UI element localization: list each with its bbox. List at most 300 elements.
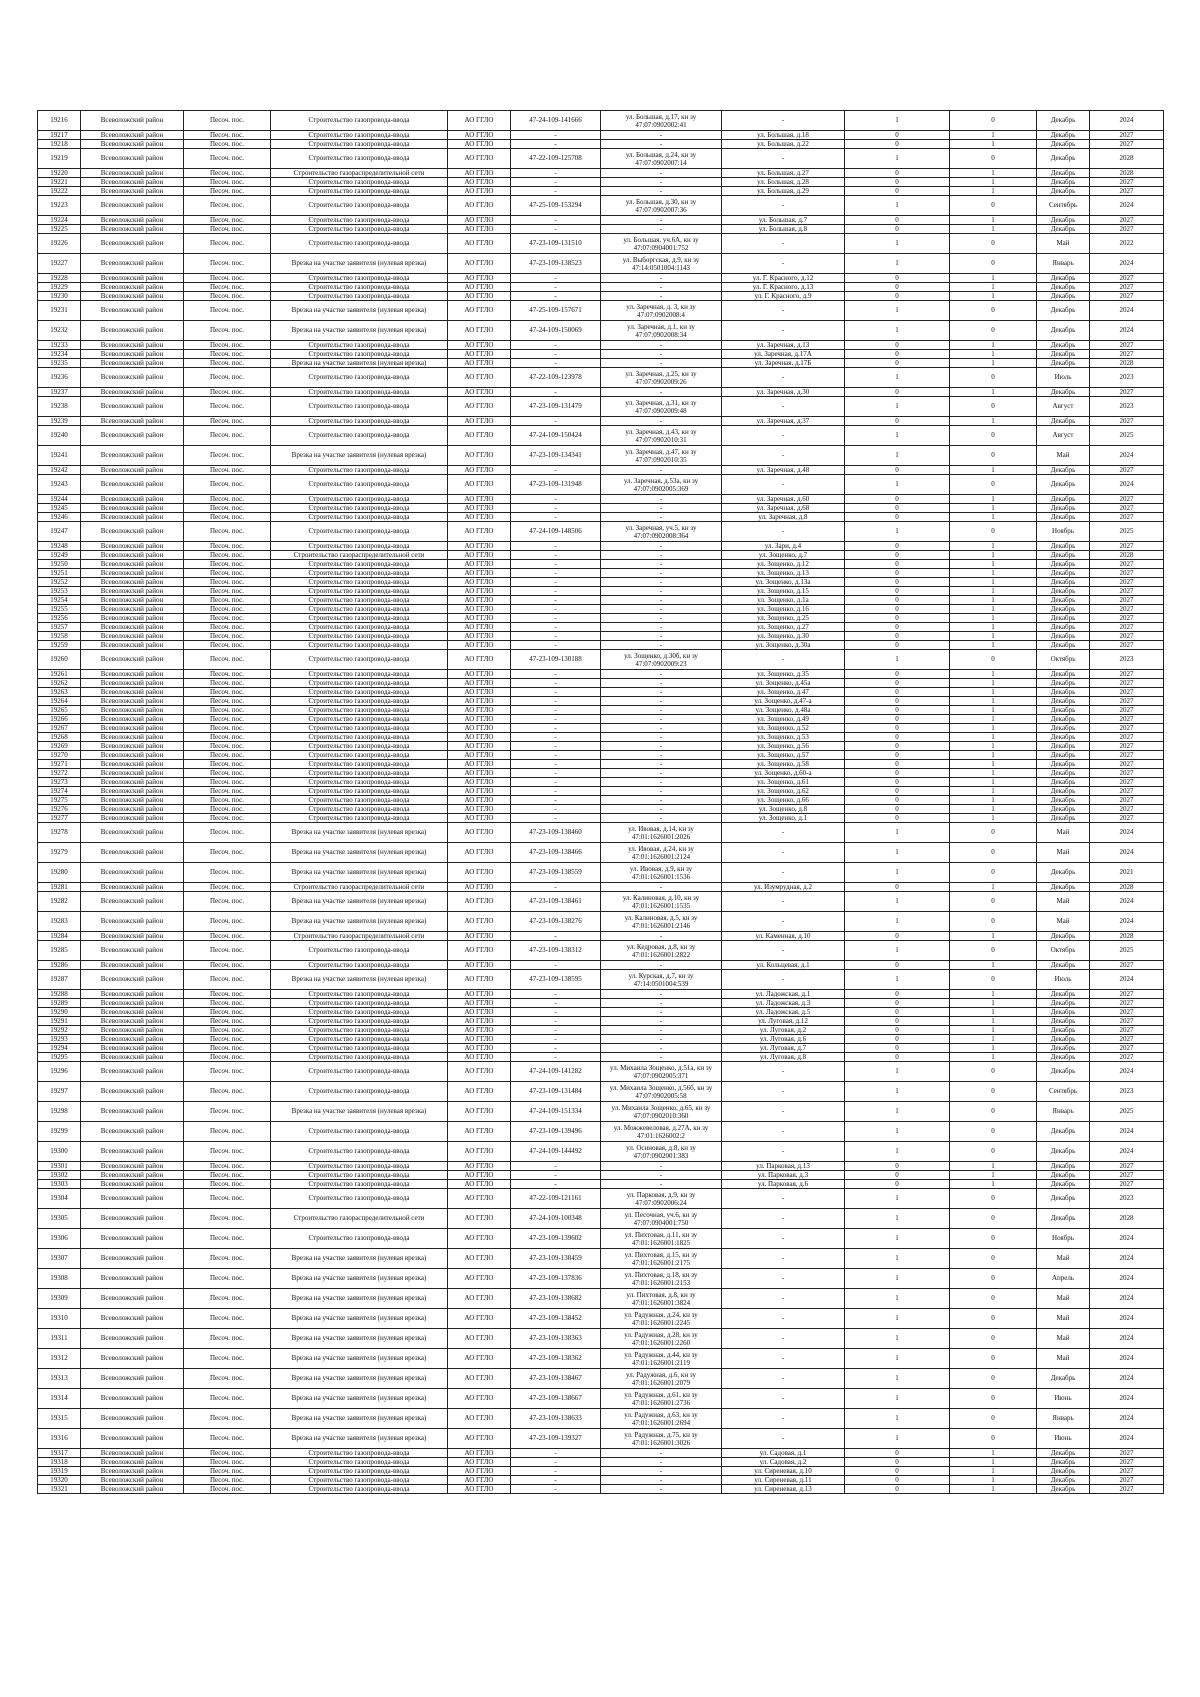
table-row: [38, 368, 1164, 388]
row-number: 19228: [38, 274, 81, 283]
plan-count-b-cell: 1: [950, 1476, 1037, 1485]
organization-cell: АО ГГЛО: [448, 1008, 511, 1017]
table-row: [38, 140, 1164, 149]
application-code-cell: -: [511, 1458, 601, 1467]
settlement-cell: Песоч. пос.: [184, 178, 271, 187]
district-cell: Всеволожский район: [81, 1476, 184, 1485]
plan-count-b-cell: 0: [950, 823, 1037, 843]
row-number: 19216: [38, 111, 81, 131]
district-cell: Всеволожский район: [81, 446, 184, 466]
table-row: [38, 551, 1164, 560]
plan-count-a-cell: 0: [845, 216, 950, 225]
district-cell: Всеволожский район: [81, 1008, 184, 1017]
work-type-cell: Строительство газопровода-ввода: [271, 292, 448, 301]
table-row: [38, 475, 1164, 495]
cadastral-address-cell: -: [601, 670, 722, 679]
month-cell: Май: [1037, 1309, 1090, 1329]
year-cell: 2024: [1090, 321, 1164, 341]
work-type-cell: Строительство газопровода-ввода: [271, 990, 448, 999]
cadastral-address-cell: ул. Михаила Зощенко, д.51а, кн зу 47:07:0902005:371: [601, 1062, 722, 1082]
plan-count-a-cell: 1: [845, 941, 950, 961]
plan-count-a-cell: 1: [845, 234, 950, 254]
table-row: [38, 216, 1164, 225]
plan-count-b-cell: 1: [950, 751, 1037, 760]
year-cell: 2024: [1090, 1409, 1164, 1429]
month-cell: Июнь: [1037, 1389, 1090, 1409]
cadastral-address-cell: ул. Заречная, д.43, кн зу 47:07:0902010:31: [601, 426, 722, 446]
month-cell: Декабрь: [1037, 225, 1090, 234]
application-code-cell: -: [511, 466, 601, 475]
cadastral-address-cell: -: [601, 587, 722, 596]
table-row: [38, 1180, 1164, 1189]
work-type-cell: Строительство газопровода-ввода: [271, 1142, 448, 1162]
cadastral-address-cell: ул. Радужная, д.6, кн зу 47:01:1626001:2079: [601, 1369, 722, 1389]
row-number: 19315: [38, 1409, 81, 1429]
settlement-cell: Песоч. пос.: [184, 560, 271, 569]
cadastral-address-cell: -: [601, 1458, 722, 1467]
application-code-cell: 47-23-109-138667: [511, 1389, 601, 1409]
cadastral-address-cell: -: [601, 787, 722, 796]
application-code-cell: 47-23-109-131948: [511, 475, 601, 495]
row-number: 19265: [38, 706, 81, 715]
table-row: [38, 131, 1164, 140]
district-cell: Всеволожский район: [81, 1062, 184, 1082]
application-code-cell: -: [511, 1449, 601, 1458]
row-number: 19246: [38, 513, 81, 522]
plan-count-a-cell: 1: [845, 1249, 950, 1269]
year-cell: 2024: [1090, 1142, 1164, 1162]
organization-cell: АО ГГЛО: [448, 196, 511, 216]
organization-cell: АО ГГЛО: [448, 650, 511, 670]
plan-count-a-cell: 0: [845, 990, 950, 999]
district-cell: Всеволожский район: [81, 614, 184, 623]
district-cell: Всеволожский район: [81, 216, 184, 225]
month-cell: Август: [1037, 426, 1090, 446]
settlement-cell: Песоч. пос.: [184, 706, 271, 715]
row-number: 19317: [38, 1449, 81, 1458]
month-cell: Май: [1037, 823, 1090, 843]
address-cell: ул. Зощенко, д.52: [722, 724, 845, 733]
plan-count-b-cell: 1: [950, 623, 1037, 632]
work-type-cell: Строительство газопровода-ввода: [271, 1485, 448, 1494]
plan-count-b-cell: 0: [950, 446, 1037, 466]
row-number: 19223: [38, 196, 81, 216]
month-cell: Декабрь: [1037, 1171, 1090, 1180]
district-cell: Всеволожский район: [81, 1449, 184, 1458]
settlement-cell: Песоч. пос.: [184, 892, 271, 912]
row-number: 19257: [38, 623, 81, 632]
month-cell: Апрель: [1037, 1269, 1090, 1289]
plan-count-a-cell: 0: [845, 1026, 950, 1035]
row-number: 19301: [38, 1162, 81, 1171]
settlement-cell: Песоч. пос.: [184, 504, 271, 513]
year-cell: 2027: [1090, 1180, 1164, 1189]
month-cell: Декабрь: [1037, 321, 1090, 341]
row-number: 19298: [38, 1102, 81, 1122]
settlement-cell: Песоч. пос.: [184, 1349, 271, 1369]
year-cell: 2028: [1090, 169, 1164, 178]
work-type-cell: Строительство газопровода-ввода: [271, 697, 448, 706]
plan-count-b-cell: 0: [950, 843, 1037, 863]
row-number: 19254: [38, 596, 81, 605]
year-cell: 2027: [1090, 292, 1164, 301]
application-code-cell: 47-23-109-138312: [511, 941, 601, 961]
application-code-cell: 47-23-109-131510: [511, 234, 601, 254]
plan-count-b-cell: 1: [950, 542, 1037, 551]
work-type-cell: Врезка на участке заявителя (нулевая врезка): [271, 970, 448, 990]
organization-cell: АО ГГЛО: [448, 632, 511, 641]
month-cell: Декабрь: [1037, 569, 1090, 578]
organization-cell: АО ГГЛО: [448, 605, 511, 614]
application-code-cell: 47-25-109-157671: [511, 301, 601, 321]
district-cell: Всеволожский район: [81, 140, 184, 149]
address-cell: -: [722, 1349, 845, 1369]
work-type-cell: Врезка на участке заявителя (нулевая врезка): [271, 1329, 448, 1349]
year-cell: 2024: [1090, 843, 1164, 863]
cadastral-address-cell: -: [601, 883, 722, 892]
year-cell: 2027: [1090, 623, 1164, 632]
cadastral-address-cell: -: [601, 605, 722, 614]
settlement-cell: Песоч. пос.: [184, 466, 271, 475]
address-cell: ул. Зощенко, д.62: [722, 787, 845, 796]
month-cell: Декабрь: [1037, 641, 1090, 650]
district-cell: Всеволожский район: [81, 814, 184, 823]
district-cell: Всеволожский район: [81, 1082, 184, 1102]
address-cell: -: [722, 1269, 845, 1289]
work-type-cell: Строительство газопровода-ввода: [271, 1476, 448, 1485]
row-number: 19233: [38, 341, 81, 350]
settlement-cell: Песоч. пос.: [184, 1289, 271, 1309]
cadastral-address-cell: -: [601, 697, 722, 706]
organization-cell: АО ГГЛО: [448, 1062, 511, 1082]
address-cell: ул. Зощенко, д.48а: [722, 706, 845, 715]
year-cell: 2024: [1090, 254, 1164, 274]
district-cell: Всеволожский район: [81, 1369, 184, 1389]
organization-cell: АО ГГЛО: [448, 569, 511, 578]
address-cell: -: [722, 321, 845, 341]
row-number: 19302: [38, 1171, 81, 1180]
plan-count-a-cell: 0: [845, 513, 950, 522]
settlement-cell: Песоч. пос.: [184, 1329, 271, 1349]
plan-count-a-cell: 0: [845, 769, 950, 778]
cadastral-address-cell: -: [601, 1008, 722, 1017]
month-cell: Май: [1037, 1249, 1090, 1269]
organization-cell: АО ГГЛО: [448, 140, 511, 149]
settlement-cell: Песоч. пос.: [184, 1209, 271, 1229]
plan-count-a-cell: 0: [845, 359, 950, 368]
cadastral-address-cell: ул. Большая, д.24, кн зу 47:07:0902007:14: [601, 149, 722, 169]
address-cell: ул. Луговая, д.7: [722, 1044, 845, 1053]
year-cell: 2027: [1090, 283, 1164, 292]
work-type-cell: Строительство газопровода-ввода: [271, 670, 448, 679]
plan-count-a-cell: 1: [845, 912, 950, 932]
work-type-cell: Строительство газопровода-ввода: [271, 1017, 448, 1026]
year-cell: 2027: [1090, 1053, 1164, 1062]
row-number: 19291: [38, 1017, 81, 1026]
month-cell: Декабрь: [1037, 578, 1090, 587]
plan-count-a-cell: 0: [845, 1035, 950, 1044]
plan-count-a-cell: 0: [845, 350, 950, 359]
settlement-cell: Песоч. пос.: [184, 999, 271, 1008]
district-cell: Всеволожский район: [81, 623, 184, 632]
plan-count-b-cell: 0: [950, 234, 1037, 254]
cadastral-address-cell: ул. Заречная, уч.5, кн зу 47:07:0902008:364: [601, 522, 722, 542]
settlement-cell: Песоч. пос.: [184, 1249, 271, 1269]
cadastral-address-cell: ул. Радужная, д.63, кн зу 47:01:1626001:2694: [601, 1409, 722, 1429]
settlement-cell: Песоч. пос.: [184, 961, 271, 970]
work-type-cell: Строительство газопровода-ввода: [271, 1122, 448, 1142]
application-code-cell: -: [511, 417, 601, 426]
month-cell: Декабрь: [1037, 623, 1090, 632]
cadastral-address-cell: ул. Радужная, д.24, кн зу 47:01:1626001:2245: [601, 1309, 722, 1329]
address-cell: ул. Каменная, д.10: [722, 932, 845, 941]
plan-count-b-cell: 1: [950, 131, 1037, 140]
year-cell: 2027: [1090, 350, 1164, 359]
cadastral-address-cell: -: [601, 632, 722, 641]
application-code-cell: 47-23-109-131484: [511, 1082, 601, 1102]
plan-count-a-cell: 0: [845, 1180, 950, 1189]
address-cell: -: [722, 397, 845, 417]
district-cell: Всеволожский район: [81, 778, 184, 787]
district-cell: Всеволожский район: [81, 892, 184, 912]
plan-count-b-cell: 0: [950, 1082, 1037, 1102]
plan-count-a-cell: 0: [845, 760, 950, 769]
month-cell: Декабрь: [1037, 149, 1090, 169]
plan-count-b-cell: 1: [950, 187, 1037, 196]
year-cell: 2027: [1090, 605, 1164, 614]
work-type-cell: Строительство газопровода-ввода: [271, 941, 448, 961]
application-code-cell: -: [511, 614, 601, 623]
table-row: [38, 560, 1164, 569]
settlement-cell: Песоч. пос.: [184, 932, 271, 941]
month-cell: Декабрь: [1037, 417, 1090, 426]
plan-count-a-cell: 0: [845, 341, 950, 350]
work-type-cell: Строительство газопровода-ввода: [271, 679, 448, 688]
address-cell: ул. Зощенко, д.47: [722, 688, 845, 697]
table-row: [38, 321, 1164, 341]
plan-count-a-cell: 0: [845, 932, 950, 941]
month-cell: Май: [1037, 234, 1090, 254]
table-row: [38, 999, 1164, 1008]
year-cell: 2027: [1090, 641, 1164, 650]
plan-count-b-cell: 0: [950, 1209, 1037, 1229]
address-cell: -: [722, 1429, 845, 1449]
month-cell: Декабрь: [1037, 596, 1090, 605]
address-cell: -: [722, 522, 845, 542]
plan-count-a-cell: 0: [845, 140, 950, 149]
row-number: 19255: [38, 605, 81, 614]
table-row: [38, 254, 1164, 274]
address-cell: ул. Кольцевая, д.1: [722, 961, 845, 970]
month-cell: Декабрь: [1037, 1122, 1090, 1142]
row-number: 19287: [38, 970, 81, 990]
cadastral-address-cell: ул. Ивовая, д.14, кн зу 47:01:1626001:2026: [601, 823, 722, 843]
organization-cell: АО ГГЛО: [448, 814, 511, 823]
plan-count-b-cell: 1: [950, 814, 1037, 823]
table-row: [38, 650, 1164, 670]
row-number: 19221: [38, 178, 81, 187]
table-row: [38, 1449, 1164, 1458]
district-cell: Всеволожский район: [81, 999, 184, 1008]
settlement-cell: Песоч. пос.: [184, 883, 271, 892]
district-cell: Всеволожский район: [81, 1309, 184, 1329]
cadastral-address-cell: -: [601, 504, 722, 513]
cadastral-address-cell: -: [601, 131, 722, 140]
application-code-cell: -: [511, 596, 601, 605]
settlement-cell: Песоч. пос.: [184, 1180, 271, 1189]
plan-count-b-cell: 0: [950, 1269, 1037, 1289]
cadastral-address-cell: -: [601, 688, 722, 697]
plan-count-b-cell: 0: [950, 1289, 1037, 1309]
cadastral-address-cell: -: [601, 388, 722, 397]
row-number: 19299: [38, 1122, 81, 1142]
row-number: 19266: [38, 715, 81, 724]
work-type-cell: Строительство газопровода-ввода: [271, 796, 448, 805]
cadastral-address-cell: ул. Михаила Зощенко, д.56б, кн зу 47:07:0902005:58: [601, 1082, 722, 1102]
table-row: [38, 1329, 1164, 1349]
district-cell: Всеволожский район: [81, 641, 184, 650]
year-cell: 2027: [1090, 632, 1164, 641]
plan-count-b-cell: 1: [950, 670, 1037, 679]
settlement-cell: Песоч. пос.: [184, 697, 271, 706]
work-type-cell: Строительство газопровода-ввода: [271, 650, 448, 670]
table-row: [38, 1309, 1164, 1329]
work-type-cell: Строительство газопровода-ввода: [271, 1035, 448, 1044]
district-cell: Всеволожский район: [81, 187, 184, 196]
cadastral-address-cell: -: [601, 551, 722, 560]
organization-cell: АО ГГЛО: [448, 225, 511, 234]
row-number: 19305: [38, 1209, 81, 1229]
row-number: 19218: [38, 140, 81, 149]
plan-count-b-cell: 0: [950, 1229, 1037, 1249]
address-cell: ул. Зощенко, д.27: [722, 623, 845, 632]
plan-count-b-cell: 0: [950, 301, 1037, 321]
address-cell: -: [722, 1289, 845, 1309]
row-number: 19310: [38, 1309, 81, 1329]
application-code-cell: 47-24-109-151334: [511, 1102, 601, 1122]
year-cell: 2027: [1090, 769, 1164, 778]
settlement-cell: Песоч. пос.: [184, 814, 271, 823]
plan-count-b-cell: 1: [950, 388, 1037, 397]
district-cell: Всеволожский район: [81, 679, 184, 688]
year-cell: 2022: [1090, 234, 1164, 254]
month-cell: Июнь: [1037, 1429, 1090, 1449]
address-cell: ул. Зощенко, д.1: [722, 814, 845, 823]
year-cell: 2025: [1090, 522, 1164, 542]
table-row: [38, 1229, 1164, 1249]
year-cell: 2027: [1090, 466, 1164, 475]
application-code-cell: -: [511, 292, 601, 301]
table-row: [38, 961, 1164, 970]
work-type-cell: Строительство газопровода-ввода: [271, 769, 448, 778]
application-code-cell: -: [511, 341, 601, 350]
month-cell: Май: [1037, 892, 1090, 912]
year-cell: 2027: [1090, 587, 1164, 596]
settlement-cell: Песоч. пос.: [184, 225, 271, 234]
table-row: [38, 569, 1164, 578]
plan-count-b-cell: 1: [950, 742, 1037, 751]
district-cell: Всеволожский район: [81, 805, 184, 814]
settlement-cell: Песоч. пос.: [184, 1017, 271, 1026]
plan-count-a-cell: 0: [845, 751, 950, 760]
cadastral-address-cell: -: [601, 751, 722, 760]
settlement-cell: Песоч. пос.: [184, 605, 271, 614]
month-cell: Январь: [1037, 254, 1090, 274]
district-cell: Всеволожский район: [81, 697, 184, 706]
table-row: [38, 1082, 1164, 1102]
year-cell: 2028: [1090, 551, 1164, 560]
year-cell: 2027: [1090, 187, 1164, 196]
plan-count-b-cell: 1: [950, 596, 1037, 605]
address-cell: ул. Зощенко, д.13а: [722, 578, 845, 587]
address-cell: -: [722, 1389, 845, 1409]
year-cell: 2024: [1090, 912, 1164, 932]
work-type-cell: Строительство газопровода-ввода: [271, 1189, 448, 1209]
district-cell: Всеволожский район: [81, 1044, 184, 1053]
row-number: 19280: [38, 863, 81, 883]
plan-count-a-cell: 0: [845, 225, 950, 234]
table-row: [38, 679, 1164, 688]
month-cell: Декабрь: [1037, 542, 1090, 551]
settlement-cell: Песоч. пос.: [184, 941, 271, 961]
cadastral-address-cell: -: [601, 715, 722, 724]
plan-count-a-cell: 0: [845, 1008, 950, 1017]
month-cell: Декабрь: [1037, 1449, 1090, 1458]
year-cell: 2027: [1090, 596, 1164, 605]
cadastral-address-cell: ул. Радужная, д.28, кн зу 47:01:1626001:2260: [601, 1329, 722, 1349]
work-type-cell: Строительство газопровода-ввода: [271, 623, 448, 632]
table-row: [38, 522, 1164, 542]
cadastral-address-cell: -: [601, 1467, 722, 1476]
address-cell: ул. Большая, д.18: [722, 131, 845, 140]
row-number: 19227: [38, 254, 81, 274]
application-code-cell: -: [511, 733, 601, 742]
district-cell: Всеволожский район: [81, 1017, 184, 1026]
row-number: 19231: [38, 301, 81, 321]
plan-count-a-cell: 0: [845, 1053, 950, 1062]
plan-count-a-cell: 1: [845, 1429, 950, 1449]
work-type-cell: Врезка на участке заявителя (нулевая врезка): [271, 446, 448, 466]
work-type-cell: Врезка на участке заявителя (нулевая врезка): [271, 359, 448, 368]
address-cell: -: [722, 1189, 845, 1209]
plan-count-b-cell: 0: [950, 321, 1037, 341]
row-number: 19304: [38, 1189, 81, 1209]
year-cell: 2024: [1090, 1329, 1164, 1349]
cadastral-address-cell: ул. Кедровая, д.8, кн зу 47:01:1626001:2822: [601, 941, 722, 961]
year-cell: 2027: [1090, 614, 1164, 623]
organization-cell: АО ГГЛО: [448, 863, 511, 883]
table-row: [38, 796, 1164, 805]
table-row: [38, 990, 1164, 999]
district-cell: Всеволожский район: [81, 1409, 184, 1429]
district-cell: Всеволожский район: [81, 1249, 184, 1269]
row-number: 19277: [38, 814, 81, 823]
year-cell: 2027: [1090, 1008, 1164, 1017]
cadastral-address-cell: -: [601, 1485, 722, 1494]
address-cell: ул. Луговая, д.6: [722, 1035, 845, 1044]
plan-count-a-cell: 1: [845, 843, 950, 863]
organization-cell: АО ГГЛО: [448, 1053, 511, 1062]
plan-count-a-cell: 1: [845, 1369, 950, 1389]
year-cell: 2027: [1090, 1026, 1164, 1035]
address-cell: ул. Зощенко, д.16: [722, 605, 845, 614]
work-type-cell: Врезка на участке заявителя (нулевая врезка): [271, 1409, 448, 1429]
table-row: [38, 1044, 1164, 1053]
plan-count-a-cell: 1: [845, 970, 950, 990]
plan-count-b-cell: 1: [950, 216, 1037, 225]
work-type-cell: Строительство газопровода-ввода: [271, 283, 448, 292]
application-code-cell: 47-23-109-138459: [511, 1249, 601, 1269]
